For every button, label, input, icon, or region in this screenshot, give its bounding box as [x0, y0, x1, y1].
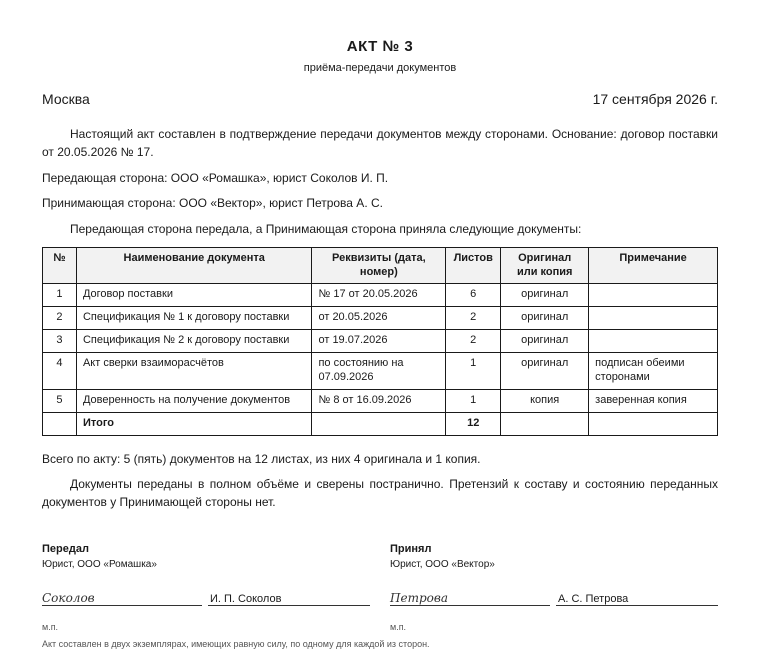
cell-requisites: № 17 от 20.05.2026: [312, 284, 446, 307]
receiver-name: А. С. Петрова: [558, 593, 629, 605]
document-title: АКТ № 3: [346, 38, 414, 55]
lead-paragraph: Передающая сторона передала, а Принимающая сторона приняла следующие документы:: [70, 222, 582, 236]
column-header: Листов: [446, 248, 501, 284]
cell-type: оригинал: [501, 330, 589, 353]
cell-sheets: 1: [446, 390, 501, 413]
receiver-stamp-placeholder: м.п.: [390, 622, 407, 632]
cell-requisites: от 20.05.2026: [312, 307, 446, 330]
sender-signature-block: [42, 543, 370, 570]
column-header: Наименование документа: [76, 248, 312, 284]
cell-sheets: 2: [446, 330, 501, 353]
cell-name: Спецификация № 2 к договору поставки: [76, 330, 312, 353]
city: Москва: [42, 91, 90, 107]
cell-note: [589, 330, 718, 353]
document-subtitle: приёма-передачи документов: [303, 62, 457, 74]
cell-type: оригинал: [501, 307, 589, 330]
total-label: Итого: [76, 413, 312, 436]
sender-name: И. П. Соколов: [210, 593, 282, 605]
cell-sheets: 6: [446, 284, 501, 307]
sender-role: Юрист, ООО «Ромашка»: [42, 559, 157, 570]
sender-handwritten-signature: Соколов: [42, 591, 95, 605]
sender-heading: Передал: [42, 543, 89, 555]
table-total-row: [43, 413, 718, 436]
table-header-row: [43, 248, 718, 284]
footer-note: Акт составлен в двух экземплярах, имеющих равную силу, по одному для каждой из сторон.: [42, 639, 430, 649]
column-header: Оригинал или копия: [501, 248, 589, 284]
cell-requisites: № 8 от 16.09.2026: [312, 390, 446, 413]
cell-type: оригинал: [501, 353, 589, 390]
receiver-signature-block: [390, 543, 718, 570]
cell-requisites: от 19.07.2026: [312, 330, 446, 353]
table-row: [43, 390, 718, 413]
cell-name: Доверенность на получение документов: [76, 390, 312, 413]
cell-empty: [43, 413, 77, 436]
documents-table: [42, 247, 718, 436]
cell-note: подписан обеими сторонами: [589, 353, 718, 390]
column-header: Примечание: [589, 248, 718, 284]
cell-empty: [312, 413, 446, 436]
sender-name-line: [208, 589, 370, 606]
receiver-handwritten-signature: Петрова: [390, 591, 448, 605]
cell-type: копия: [501, 390, 589, 413]
cell-note: [589, 284, 718, 307]
cell-number: 1: [43, 284, 77, 307]
total-sheets: 12: [446, 413, 501, 436]
sender-stamp-placeholder: м.п.: [42, 622, 59, 632]
cell-number: 3: [43, 330, 77, 353]
closing-paragraph: Документы переданы в полном объёме и сверены постранично. Претензий к составу и состоянию переданных документов у Принимающей стороны нет.: [42, 477, 718, 509]
cell-number: 5: [43, 390, 77, 413]
summary-line: Всего по акту: 5 (пять) документов на 12 листах, из них 4 оригинала и 1 копия.: [42, 452, 481, 466]
cell-sheets: 1: [446, 353, 501, 390]
intro-paragraph: Настоящий акт составлен в подтверждение передачи документов между сторонами. Основание: договор поставки от 20.05.2026 № 17.: [42, 127, 718, 159]
cell-name: Договор поставки: [76, 284, 312, 307]
table-row: [43, 330, 718, 353]
receiver-role: Юрист, ООО «Вектор»: [390, 559, 495, 570]
cell-note: [589, 307, 718, 330]
column-header: Реквизиты (дата, номер): [312, 248, 446, 284]
cell-empty: [589, 413, 718, 436]
receiver-name-line: [556, 589, 718, 606]
cell-number: 2: [43, 307, 77, 330]
sender-signature-line: [42, 589, 202, 606]
receiver-heading: Принял: [390, 543, 432, 555]
cell-number: 4: [43, 353, 77, 390]
cell-type: оригинал: [501, 284, 589, 307]
column-header: №: [43, 248, 77, 284]
cell-note: заверенная копия: [589, 390, 718, 413]
table-row: [43, 307, 718, 330]
cell-requisites: по состоянию на 07.09.2026: [312, 353, 446, 390]
table-row: [43, 284, 718, 307]
receiver-signature-line: [390, 589, 550, 606]
cell-sheets: 2: [446, 307, 501, 330]
table-row: [43, 353, 718, 390]
cell-name: Спецификация № 1 к договору поставки: [76, 307, 312, 330]
document-date: 17 сентября 2026 г.: [592, 91, 718, 107]
cell-empty: [501, 413, 589, 436]
cell-name: Акт сверки взаиморасчётов: [76, 353, 312, 390]
receiver-line: Принимающая сторона: ООО «Вектор», юрист Петрова А. С.: [42, 196, 383, 210]
sender-line: Передающая сторона: ООО «Ромашка», юрист Соколов И. П.: [42, 171, 389, 185]
